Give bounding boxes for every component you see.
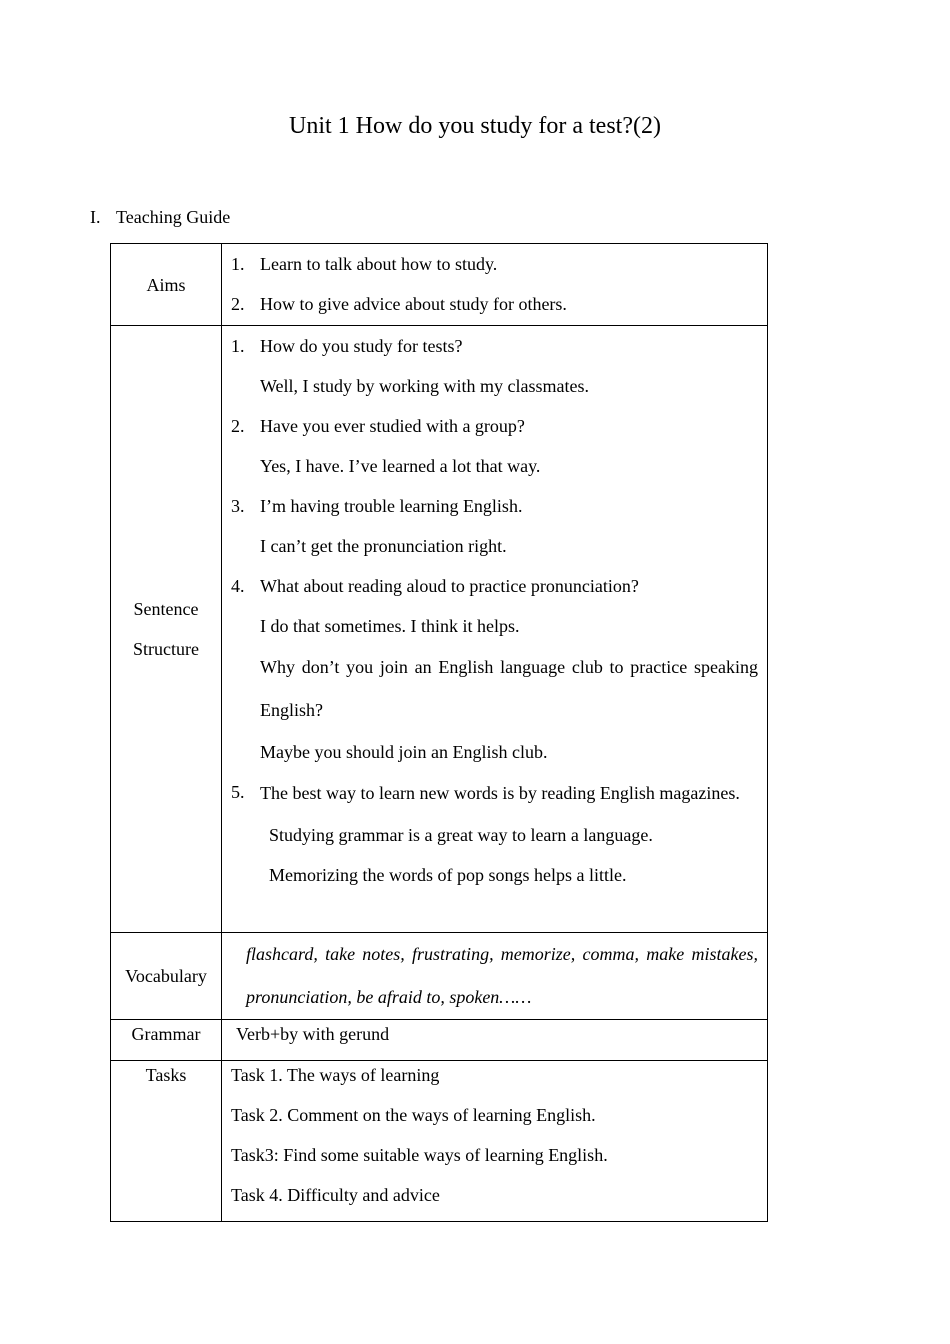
sentence-structure-label-line2: Structure [133,639,199,659]
section-heading [90,204,230,230]
item-text: What about reading aloud to practice pronunciation? [260,576,639,596]
sentence-answer: Yes, I have. I’ve learned a lot that way. [260,456,541,476]
item-number: 1. [231,254,245,274]
table-row-aims [111,244,768,326]
item-number: 5. [231,782,245,802]
vocabulary-text: flashcard, take notes, frustrating, memorize, comma, make mistakes, pronunciation, be afraid to, spoken…… [246,944,758,1007]
section-number: I. [90,207,101,227]
item-text: Have you ever studied with a group? [260,416,525,436]
item-text: The best way to learn new words is by reading English magazines. [260,783,740,803]
item-number: 2. [231,416,245,436]
vocabulary-label-cell [111,933,222,1020]
item-text: How to give advice about study for others. [260,294,567,314]
sentence-item [231,486,758,526]
task-item: Task 4. Difficulty and advice [231,1185,440,1205]
sentence-item [231,406,758,446]
sentence-answer: Maybe you should join an English club. [260,742,548,762]
tasks-content-cell [222,1061,768,1222]
sentence-item [231,326,758,366]
task-item: Task 1. The ways of learning [231,1065,440,1085]
tasks-label: Tasks [145,1065,187,1085]
table-row-sentence-structure [111,326,768,933]
vocabulary-label: Vocabulary [125,966,207,986]
item-text: I’m having trouble learning English. [260,496,523,516]
teaching-guide-table [110,243,768,1222]
sentence-answer: Why don’t you join an English language club to practice speaking English? [260,657,758,720]
grammar-label: Grammar [131,1024,201,1044]
item-text: How do you study for tests? [260,336,463,356]
aims-item [231,284,758,324]
aims-item [231,244,758,284]
aims-content-cell [222,244,768,326]
grammar-text: Verb+by with gerund [236,1024,390,1044]
item-text: Learn to talk about how to study. [260,254,498,274]
table-row-vocabulary [111,933,768,1020]
item-number: 1. [231,336,245,356]
sentence-answer: Studying grammar is a great way to learn a language. [269,825,653,845]
page-title: Unit 1 How do you study for a test?(2) [289,113,661,139]
vocabulary-content-cell [222,933,768,1020]
sentence-structure-content-cell [222,326,768,933]
table-row-tasks [111,1061,768,1222]
sentence-structure-label-line1: Sentence [133,599,199,619]
sentence-item [231,772,758,815]
grammar-label-cell [111,1020,222,1061]
aims-label: Aims [146,274,186,295]
sentence-answer: Memorizing the words of pop songs helps a little. [269,865,627,885]
task-item: Task 2. Comment on the ways of learning English. [231,1105,596,1125]
sentence-answer: I do that sometimes. I think it helps. [260,616,520,636]
grammar-content-cell [222,1020,768,1061]
item-number: 3. [231,496,245,516]
aims-label-cell [111,244,222,326]
item-number: 2. [231,294,245,314]
section-heading-text: Teaching Guide [116,207,231,227]
sentence-structure-label-cell [111,326,222,933]
tasks-label-cell [111,1061,222,1222]
task-item: Task3: Find some suitable ways of learning English. [231,1145,608,1165]
item-number: 4. [231,576,245,596]
sentence-item [231,566,758,606]
sentence-answer: Well, I study by working with my classmates. [260,376,590,396]
sentence-answer: I can’t get the pronunciation right. [260,536,507,556]
table-row-grammar [111,1020,768,1061]
